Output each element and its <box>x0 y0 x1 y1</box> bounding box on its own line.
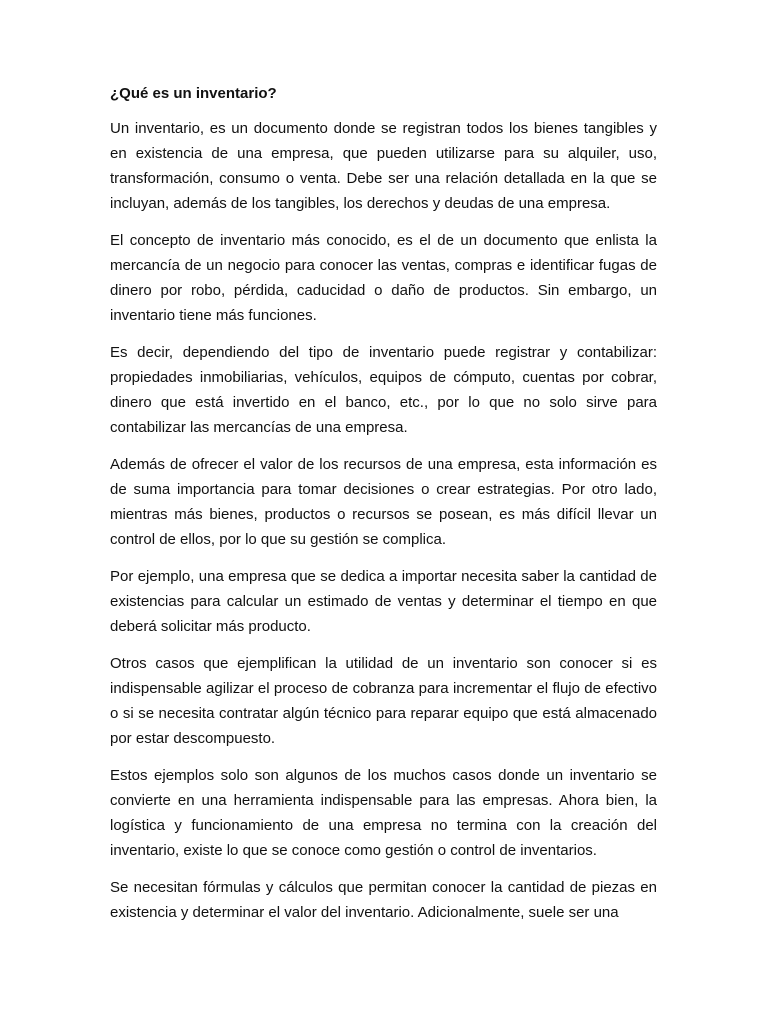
paragraph-3: Es decir, dependiendo del tipo de inventario puede registrar y contabilizar: propiedades inmobiliarias, vehículos, equipos de cómputo, cuentas por cobrar, dinero que está invertido en el banco, etc., por lo que no solo sirve para contabilizar las mercancías de una empresa. <box>110 344 657 436</box>
paragraph-7: Estos ejemplos solo son algunos de los muchos casos donde un inventario se convierte en una herramienta indispensable para las empresas. Ahora bien, la logística y funcionamiento de una empresa no termina con la creación del inventario, existe lo que se conoce como gestión o control de inventarios. <box>110 767 657 859</box>
paragraph-4: Además de ofrecer el valor de los recursos de una empresa, esta información es de suma importancia para tomar decisiones o crear estrategias. Por otro lado, mientras más bienes, productos o recursos se posean, es más difícil llevar un control de ellos, por lo que su gestión se complica. <box>110 456 657 548</box>
paragraph-5: Por ejemplo, una empresa que se dedica a importar necesita saber la cantidad de existencias para calcular un estimado de ventas y determinar el tiempo en que deberá solicitar más producto. <box>110 568 657 635</box>
paragraph-1: Un inventario, es un documento donde se registran todos los bienes tangibles y en existencia de una empresa, que pueden utilizarse para su alquiler, uso, transformación, consumo o venta. Debe ser una relación detallada en la que se incluyan, además de los tangibles, los derechos y deudas de una empresa. <box>110 120 657 212</box>
document-body <box>110 84 657 937</box>
paragraph-6: Otros casos que ejemplifican la utilidad de un inventario son conocer si es indispensable agilizar el proceso de cobranza para incrementar el flujo de efectivo o si se necesita contratar algún técnico para reparar equipo que está almacenado por estar descompuesto. <box>110 655 657 747</box>
document-title: ¿Qué es un inventario? <box>110 85 277 102</box>
paragraph-8: Se necesitan fórmulas y cálculos que permitan conocer la cantidad de piezas en existencia y determinar el valor del inventario. Adicionalmente, suele ser una <box>110 879 657 921</box>
paragraph-2: El concepto de inventario más conocido, es el de un documento que enlista la mercancía de un negocio para conocer las ventas, compras e identificar fugas de dinero por robo, pérdida, caducidad o daño de productos. Sin embargo, un inventario tiene más funciones. <box>110 232 657 324</box>
